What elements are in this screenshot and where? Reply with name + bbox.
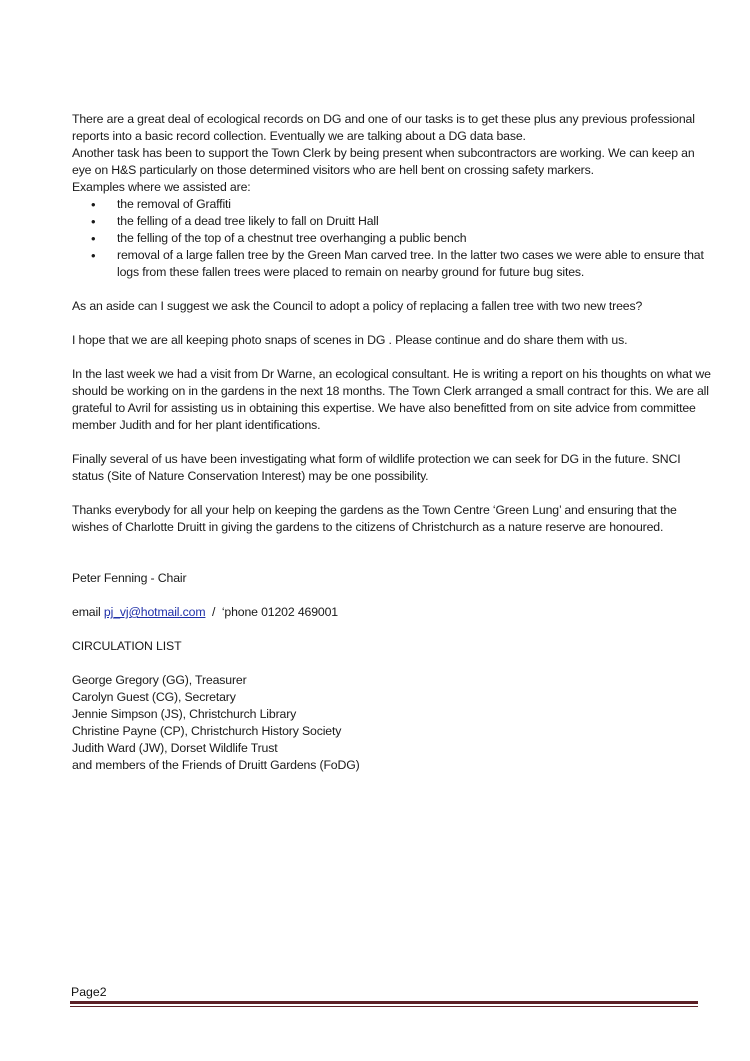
intro-paragraph-2: Another task has been to support the Town Clerk by being present when subcontractors are working. We can keep an eye on H&S particularly on those determined visitors who are hell bent on crossing safety markers. xyxy=(72,146,695,177)
circulation-list xyxy=(72,672,712,774)
document-body xyxy=(72,111,712,774)
contact-separator: / xyxy=(211,605,216,619)
circulation-entry: Jennie Simpson (JS), Christchurch Library xyxy=(72,707,297,721)
list-item: • removal of a large fallen tree by the Green Man carved tree. In the latter two cases we were able to ensure that logs from these fallen trees were placed to remain on nearby ground for future bug sites. xyxy=(72,247,712,281)
intro-paragraph-3: Examples where we assisted are: xyxy=(72,180,251,194)
circulation-entry: George Gregory (GG), Treasurer xyxy=(72,673,247,687)
list-item: • the removal of Graffiti xyxy=(72,196,712,213)
phone-text: ‘phone 01202 469001 xyxy=(221,605,338,619)
signature-name: Peter Fenning - Chair xyxy=(72,571,187,585)
email-label: email xyxy=(72,605,101,619)
page-number-label: Page2 xyxy=(71,985,107,999)
footer-rule-thin xyxy=(70,1006,698,1007)
list-item: • the felling of a dead tree likely to fall on Druitt Hall xyxy=(72,213,712,230)
circulation-entry: Christine Payne (CP), Christchurch History Society xyxy=(72,724,342,738)
consultant-paragraph: In the last week we had a visit from Dr Warne, an ecological consultant. He is writing a report on his thoughts on what we should be working on in the gardens in the next 18 months. The Town Clerk arranged a small contract for this. We are all grateful to Avril for assisting us in obtaining this expertise. We have also benefitted from on site advice from committee member Judith and for her plant identifications. xyxy=(72,367,711,432)
examples-list xyxy=(72,196,712,281)
list-item: • the felling of the top of a chestnut tree overhanging a public bench xyxy=(72,230,712,247)
circulation-entry: and members of the Friends of Druitt Gardens (FoDG) xyxy=(72,758,360,772)
intro-paragraph-1: There are a great deal of ecological records on DG and one of our tasks is to get these plus any previous professional reports into a basic record collection. Eventually we are talking about a DG data base. xyxy=(72,112,695,143)
email-link[interactable]: pj_vj@hotmail.com xyxy=(103,605,206,619)
contact-line xyxy=(72,604,712,621)
circulation-heading: CIRCULATION LIST xyxy=(72,639,182,653)
circulation-entry: Carolyn Guest (CG), Secretary xyxy=(72,690,236,704)
circulation-entry: Judith Ward (JW), Dorset Wildlife Trust xyxy=(72,741,278,755)
aside-paragraph: As an aside can I suggest we ask the Council to adopt a policy of replacing a fallen tree with two new trees? xyxy=(72,299,643,313)
footer-rule xyxy=(70,1001,698,1004)
protection-paragraph: Finally several of us have been investigating what form of wildlife protection we can seek for DG in the future. SNCI status (Site of Nature Conservation Interest) may be one possibility. xyxy=(72,452,681,483)
thanks-paragraph: Thanks everybody for all your help on keeping the gardens as the Town Centre ‘Green Lung’ and ensuring that the wishes of Charlotte Druitt in giving the gardens to the citizens of Christchurch as a nature reserve are honoured. xyxy=(72,503,677,534)
photo-paragraph: I hope that we are all keeping photo snaps of scenes in DG . Please continue and do share them with us. xyxy=(72,333,628,347)
